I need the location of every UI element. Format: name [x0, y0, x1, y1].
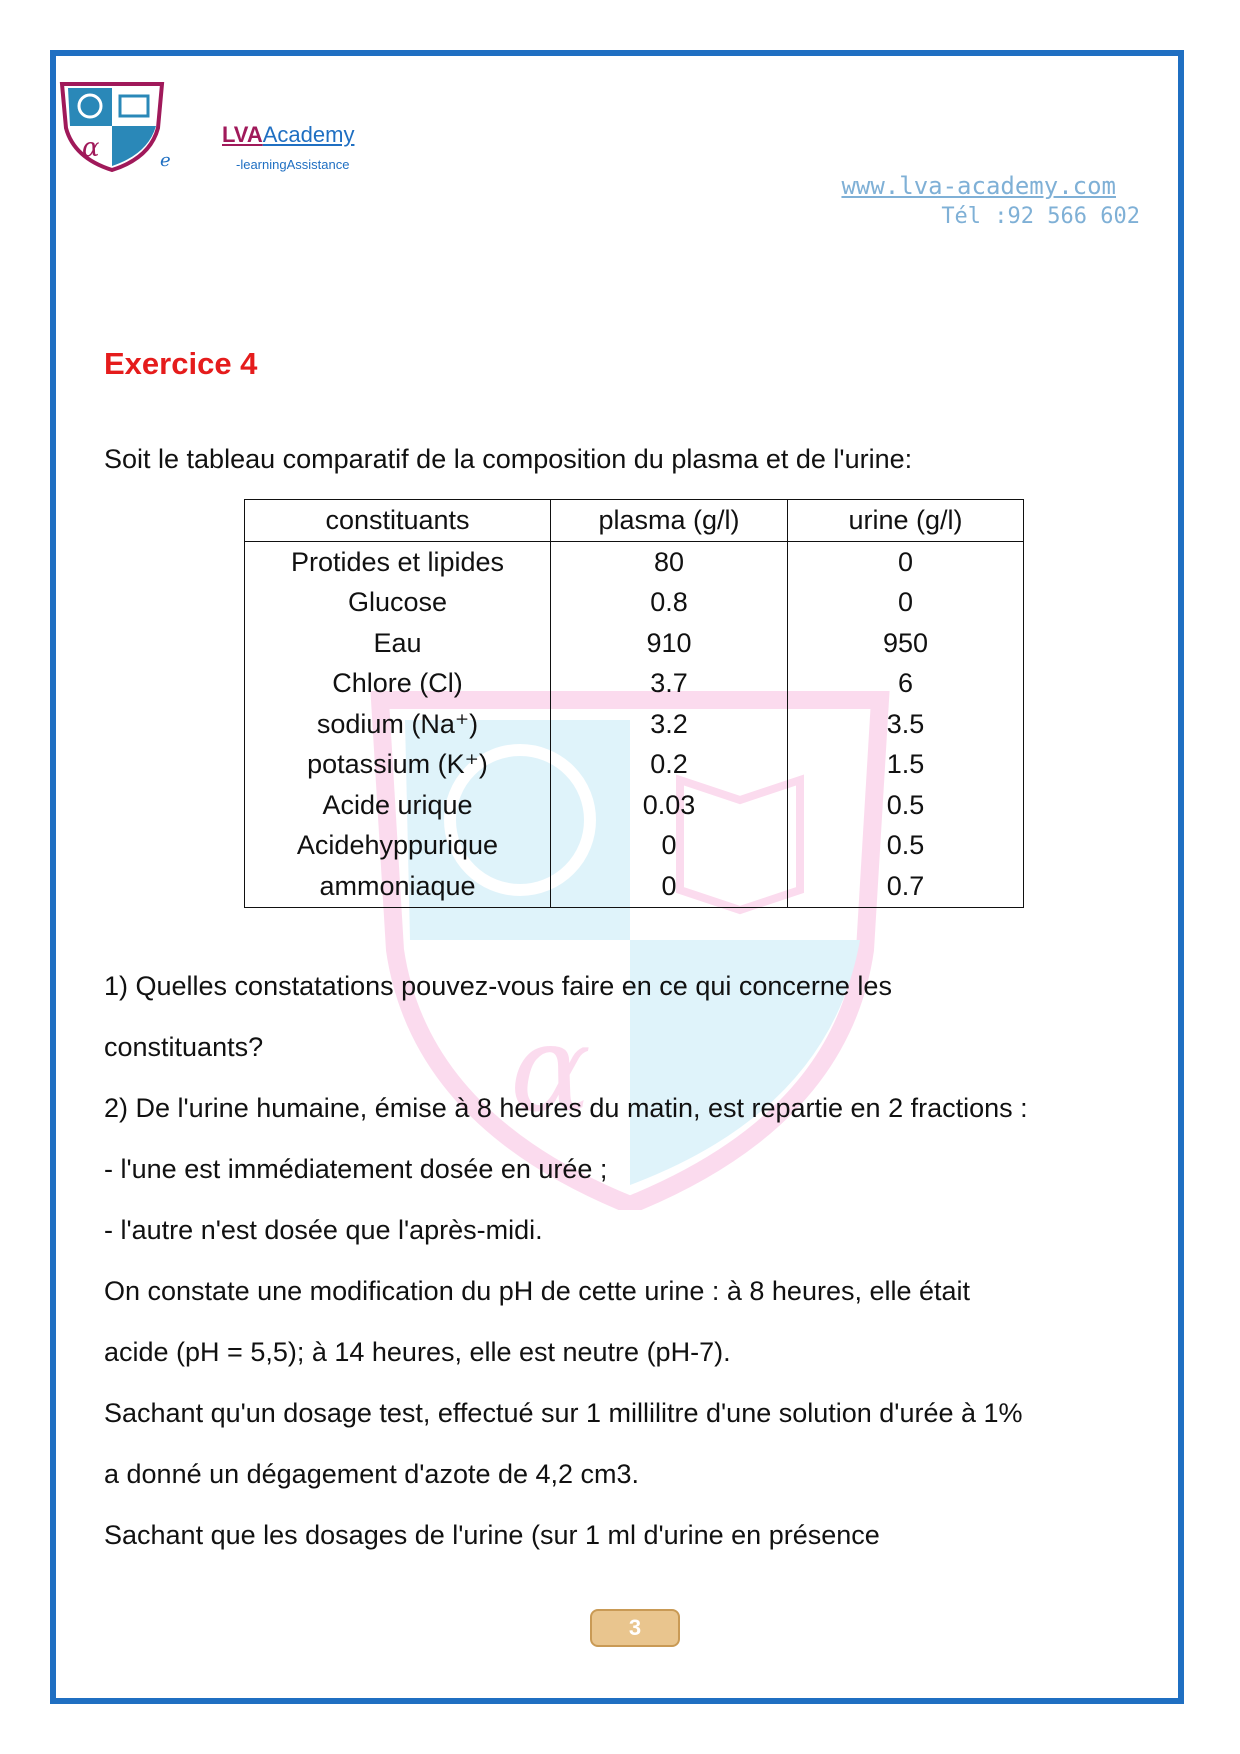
composition-table: [244, 499, 1024, 908]
cell-urine: 3.5: [788, 704, 1024, 745]
cell-plasma: 0.2: [551, 745, 788, 786]
header-urine: urine (g/l): [788, 500, 1024, 542]
cell-urine: 950: [788, 623, 1024, 664]
website-link[interactable]: www.lva-academy.com: [841, 172, 1116, 200]
cell-constituant: sodium (Na⁺): [245, 704, 551, 745]
cell-plasma: 910: [551, 623, 788, 664]
cell-urine: 0.5: [788, 826, 1024, 867]
cell-urine: 1.5: [788, 745, 1024, 786]
intro-text: Soit le tableau comparatif de la composition du plasma et de l'urine:: [104, 444, 913, 474]
table-row: [245, 866, 1024, 907]
brand-academy: Academy: [262, 122, 355, 147]
cell-constituant: Acide urique: [245, 785, 551, 826]
question-2-line-4: On constate une modification du pH de cette urine : à 8 heures, elle était: [104, 1276, 971, 1306]
question-2-line-2: - l'une est immédiatement dosée en urée ;: [104, 1154, 608, 1184]
question-1-line-1: 1) Quelles constatations pouvez-vous faire en ce qui concerne les: [104, 971, 892, 1001]
brand-tagline: -learningAssistance: [236, 157, 350, 172]
cell-constituant: Eau: [245, 623, 551, 664]
cell-constituant: Protides et lipides: [245, 542, 551, 583]
svg-text:α: α: [82, 133, 100, 163]
phone-number: Tél :92 566 602: [941, 204, 1140, 229]
question-2-line-8: Sachant que les dosages de l'urine (sur 1 ml d'urine en présence: [104, 1520, 880, 1550]
header-constituants: constituants: [245, 500, 551, 542]
brand-e-letter: e: [160, 150, 171, 171]
cell-plasma: 3.2: [551, 704, 788, 745]
exercise-title: Exercice 4: [104, 346, 258, 381]
cell-plasma: 80: [551, 542, 788, 583]
brand-name[interactable]: [222, 122, 354, 148]
cell-constituant: ammoniaque: [245, 866, 551, 907]
cell-urine: 0: [788, 542, 1024, 583]
table-row: [245, 704, 1024, 745]
cell-plasma: 3.7: [551, 664, 788, 705]
cell-plasma: 0.03: [551, 785, 788, 826]
brand-lva: LVA: [222, 122, 263, 147]
cell-constituant: Acidehyppurique: [245, 826, 551, 867]
table-row: [245, 583, 1024, 624]
table-row: [245, 623, 1024, 664]
question-1-line-2: constituants?: [104, 1032, 264, 1062]
table-row: [245, 745, 1024, 786]
page-number: 3: [590, 1609, 680, 1647]
question-2-line-6: Sachant qu'un dosage test, effectué sur 1 millilitre d'une solution d'urée à 1%: [104, 1398, 1023, 1428]
table-header-row: [245, 500, 1024, 542]
cell-constituant: potassium (K⁺): [245, 745, 551, 786]
cell-plasma: 0: [551, 866, 788, 907]
cell-urine: 0: [788, 583, 1024, 624]
svg-text:α: α: [510, 1000, 592, 1139]
cell-plasma: 0: [551, 826, 788, 867]
table-row: [245, 785, 1024, 826]
question-2-line-7: a donné un dégagement d'azote de 4,2 cm3.: [104, 1459, 640, 1489]
table-row: [245, 664, 1024, 705]
cell-constituant: Chlore (Cl): [245, 664, 551, 705]
question-2-line-5: acide (pH = 5,5); à 14 heures, elle est neutre (pH-7).: [104, 1337, 731, 1367]
cell-constituant: Glucose: [245, 583, 551, 624]
question-2-line-3: - l'autre n'est dosée que l'après-midi.: [104, 1215, 543, 1245]
header-plasma: plasma (g/l): [551, 500, 788, 542]
cell-plasma: 0.8: [551, 583, 788, 624]
cell-urine: 0.5: [788, 785, 1024, 826]
cell-urine: 0.7: [788, 866, 1024, 907]
table-row: [245, 542, 1024, 583]
academy-logo: [58, 80, 166, 172]
question-2-line-1: 2) De l'urine humaine, émise à 8 heures du matin, est repartie en 2 fractions :: [104, 1093, 1028, 1123]
table-row: [245, 826, 1024, 867]
cell-urine: 6: [788, 664, 1024, 705]
